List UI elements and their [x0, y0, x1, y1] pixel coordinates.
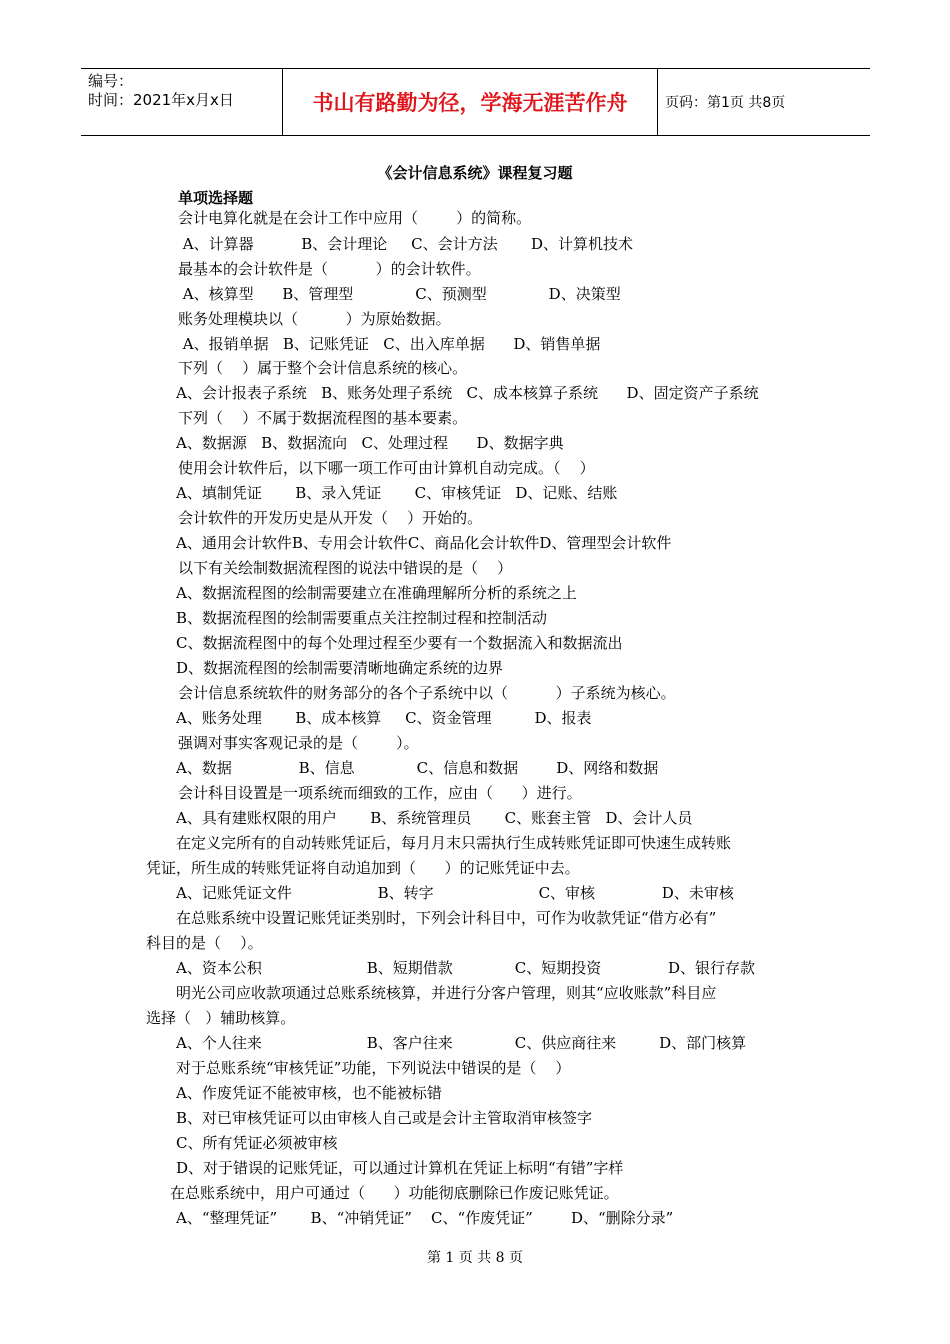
text-line: 在定义完所有的自动转账凭证后，每月月末只需执行生成转账凭证即可快速生成转账	[176, 834, 732, 852]
text-line: A、报销单据 B、记账凭证 C、出入库单据 D、销售单据	[178, 335, 601, 353]
text-line: A、数据 B、信息 C、信息和数据 D、网络和数据	[176, 759, 659, 777]
page-header	[81, 68, 870, 136]
text-line: A、资本公积 B、短期借款 C、短期投资 D、银行存款	[176, 959, 755, 977]
header-meta	[81, 69, 283, 135]
section-title: 单项选择题	[178, 189, 254, 207]
time-label: 时间：2021年x月x日	[88, 91, 234, 109]
text-line: 使用会计软件后，以下哪一项工作可由计算机自动完成。（ ）	[178, 459, 595, 477]
text-line: 账务处理模块以（ ）为原始数据。	[178, 310, 451, 328]
text-line: 选择（ ）辅助核算。	[146, 1009, 296, 1027]
header-page-info: 页码：第1页 共8页	[665, 95, 786, 111]
text-line: A、核算型 B、管理型 C、预测型 D、决策型	[178, 285, 621, 303]
text-line: B、对已审核凭证可以由审核人自己或是会计主管取消审核签字	[176, 1109, 593, 1127]
text-line: A、通用会计软件B、专用会计软件C、商品化会计软件D、管理型会计软件	[176, 534, 672, 552]
text-line: A、具有建账权限的用户 B、系统管理员 C、账套主管 D、会计人员	[176, 809, 693, 827]
text-line: A、“整理凭证” B、“冲销凭证” C、“作废凭证” D、“删除分录”	[176, 1209, 674, 1227]
text-line: 科目的是（ ）。	[146, 934, 263, 952]
header-motto: 书山有路勤为径，学海无涯苦作舟	[312, 91, 628, 115]
text-line: A、个人往来 B、客户往来 C、供应商往来 D、部门核算	[176, 1034, 747, 1052]
text-line: A、会计报表子系统 B、账务处理子系统 C、成本核算子系统 D、固定资产子系统	[176, 384, 759, 402]
text-line: 最基本的会计软件是（ ）的会计软件。	[178, 260, 481, 278]
text-line: 在总账系统中设置记账凭证类别时，下列会计科目中，可作为收款凭证“借方必有”	[176, 909, 717, 927]
text-line: D、数据流程图的绘制需要清晰地确定系统的边界	[176, 659, 504, 677]
text-line: 在总账系统中，用户可通过（ ）功能彻底删除已作废记账凭证。	[170, 1184, 619, 1202]
text-line: 会计软件的开发历史是从开发（ ）开始的。	[178, 509, 483, 527]
text-line: D、对于错误的记账凭证，可以通过计算机在凭证上标明“有错”字样	[176, 1159, 624, 1177]
text-line: A、数据流程图的绘制需要建立在准确理解所分析的系统之上	[176, 584, 577, 602]
text-line: A、作废凭证不能被审核，也不能被标错	[176, 1084, 442, 1102]
text-line: A、账务处理 B、成本核算 C、资金管理 D、报表	[176, 709, 592, 727]
text-line: A、计算器 B、会计理论 C、会计方法 D、计算机技术	[178, 235, 634, 253]
header-motto-cell	[283, 69, 658, 135]
number-label: 编号：	[88, 72, 134, 90]
text-line: B、数据流程图的绘制需要重点关注控制过程和控制活动	[176, 609, 548, 627]
text-line: 凭证，所生成的转账凭证将自动追加到（ ）的记账凭证中去。	[146, 859, 580, 877]
text-line: 以下有关绘制数据流程图的说法中错误的是（ ）	[178, 559, 513, 577]
document-title: 《会计信息系统》课程复习题	[377, 164, 573, 182]
text-line: 会计科目设置是一项系统而细致的工作，应由（ ）进行。	[178, 784, 582, 802]
text-line: 会计信息系统软件的财务部分的各个子系统中以（ ）子系统为核心。	[178, 684, 676, 702]
text-line: 下列（ ）属于整个会计信息系统的核心。	[178, 359, 468, 377]
text-line: 明光公司应收款项通过总账系统核算，并进行分客户管理，则其“应收账款”科目应	[176, 984, 717, 1002]
text-line: 强调对事实客观记录的是（ ）。	[178, 734, 419, 752]
text-line: C、所有凭证必须被审核	[176, 1134, 338, 1152]
text-line: 下列（ ）不属于数据流程图的基本要素。	[178, 409, 468, 427]
text-line: 会计电算化就是在会计工作中应用（ ）的简称。	[178, 209, 532, 227]
text-line: A、记账凭证文件 B、转字 C、审核 D、未审核	[176, 884, 734, 902]
text-line: A、填制凭证 B、录入凭证 C、审核凭证 D、记账、结账	[176, 484, 618, 502]
text-line: C、数据流程图中的每个处理过程至少要有一个数据流入和数据流出	[176, 634, 623, 652]
text-line: A、数据源 B、数据流向 C、处理过程 D、数据字典	[176, 434, 564, 452]
text-line: 对于总账系统“审核凭证”功能，下列说法中错误的是（ ）	[176, 1059, 571, 1077]
page-footer: 第 1 页 共 8 页	[426, 1250, 524, 1266]
